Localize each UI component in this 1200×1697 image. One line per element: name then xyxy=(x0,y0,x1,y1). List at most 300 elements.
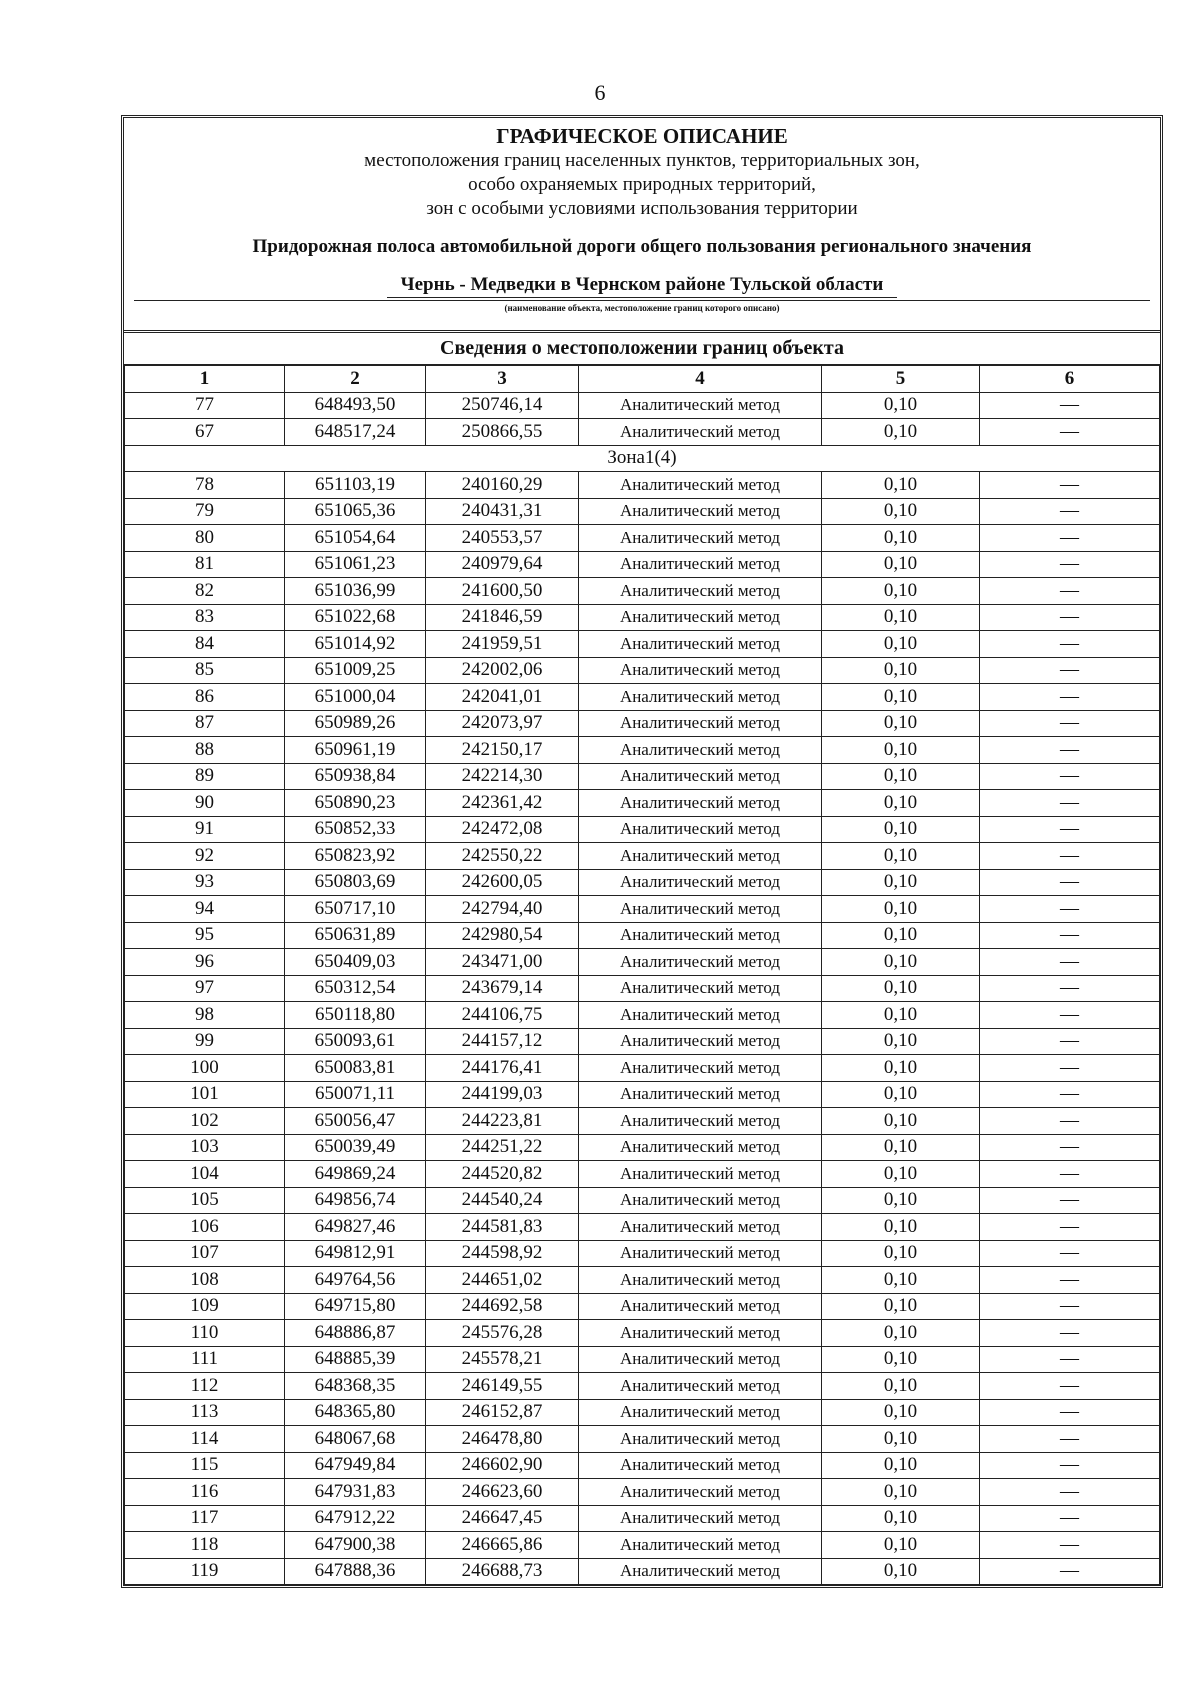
method-cell: Аналитический метод xyxy=(579,1558,822,1585)
method-cell: Аналитический метод xyxy=(579,763,822,790)
table-row xyxy=(125,1134,1160,1161)
coord-x: 650961,19 xyxy=(285,737,426,764)
section-title: Сведения о местоположении границ объекта xyxy=(124,330,1160,364)
description-cell: — xyxy=(980,604,1160,631)
coord-x: 648365,80 xyxy=(285,1399,426,1426)
accuracy-cell: 0,10 xyxy=(822,1426,980,1453)
description-cell: — xyxy=(980,1399,1160,1426)
coord-y: 244520,82 xyxy=(426,1161,579,1188)
table-row xyxy=(125,790,1160,817)
point-number: 115 xyxy=(125,1452,285,1479)
coord-y: 241959,51 xyxy=(426,631,579,658)
description-cell: — xyxy=(980,1055,1160,1082)
point-number: 105 xyxy=(125,1187,285,1214)
description-cell: — xyxy=(980,843,1160,870)
method-cell: Аналитический метод xyxy=(579,498,822,525)
coord-y: 244223,81 xyxy=(426,1108,579,1135)
coord-x: 648886,87 xyxy=(285,1320,426,1347)
description-cell: — xyxy=(980,896,1160,923)
accuracy-cell: 0,10 xyxy=(822,1055,980,1082)
accuracy-cell: 0,10 xyxy=(822,551,980,578)
table-row xyxy=(125,763,1160,790)
description-cell: — xyxy=(980,1320,1160,1347)
point-number: 89 xyxy=(125,763,285,790)
table-row xyxy=(125,392,1160,419)
method-cell: Аналитический метод xyxy=(579,1108,822,1135)
accuracy-cell: 0,10 xyxy=(822,631,980,658)
description-cell: — xyxy=(980,737,1160,764)
point-number: 109 xyxy=(125,1293,285,1320)
coord-y: 244581,83 xyxy=(426,1214,579,1241)
coord-x: 648493,50 xyxy=(285,392,426,419)
accuracy-cell: 0,10 xyxy=(822,816,980,843)
coord-y: 243471,00 xyxy=(426,949,579,976)
subtitle-line-2: особо охраняемых природных территорий, xyxy=(468,174,816,195)
method-cell: Аналитический метод xyxy=(579,1214,822,1241)
object-caption: (наименование объекта, местоположение границ которого описано) xyxy=(134,300,1150,314)
accuracy-cell: 0,10 xyxy=(822,790,980,817)
point-number: 81 xyxy=(125,551,285,578)
point-number: 113 xyxy=(125,1399,285,1426)
method-cell: Аналитический метод xyxy=(579,1267,822,1294)
coord-y: 244251,22 xyxy=(426,1134,579,1161)
method-cell: Аналитический метод xyxy=(579,1161,822,1188)
coord-x: 649869,24 xyxy=(285,1161,426,1188)
accuracy-cell: 0,10 xyxy=(822,1558,980,1585)
point-number: 106 xyxy=(125,1214,285,1241)
point-number: 80 xyxy=(125,525,285,552)
point-number: 98 xyxy=(125,1002,285,1029)
table-row xyxy=(125,1187,1160,1214)
accuracy-cell: 0,10 xyxy=(822,1479,980,1506)
coord-x: 649715,80 xyxy=(285,1293,426,1320)
table-row xyxy=(125,1055,1160,1082)
coord-x: 649812,91 xyxy=(285,1240,426,1267)
column-header: 5 xyxy=(822,365,980,392)
point-number: 85 xyxy=(125,657,285,684)
accuracy-cell: 0,10 xyxy=(822,1028,980,1055)
point-number: 77 xyxy=(125,392,285,419)
method-cell: Аналитический метод xyxy=(579,896,822,923)
coord-y: 245578,21 xyxy=(426,1346,579,1373)
method-cell: Аналитический метод xyxy=(579,419,822,446)
point-number: 110 xyxy=(125,1320,285,1347)
method-cell: Аналитический метод xyxy=(579,631,822,658)
description-cell: — xyxy=(980,869,1160,896)
accuracy-cell: 0,10 xyxy=(822,1346,980,1373)
point-number: 90 xyxy=(125,790,285,817)
coord-x: 651036,99 xyxy=(285,578,426,605)
table-row xyxy=(125,1240,1160,1267)
coord-y: 244176,41 xyxy=(426,1055,579,1082)
coord-y: 242472,08 xyxy=(426,816,579,843)
point-number: 108 xyxy=(125,1267,285,1294)
coord-x: 650803,69 xyxy=(285,869,426,896)
description-cell: — xyxy=(980,1346,1160,1373)
accuracy-cell: 0,10 xyxy=(822,949,980,976)
point-number: 83 xyxy=(125,604,285,631)
coord-y: 246152,87 xyxy=(426,1399,579,1426)
accuracy-cell: 0,10 xyxy=(822,1293,980,1320)
point-number: 95 xyxy=(125,922,285,949)
accuracy-cell: 0,10 xyxy=(822,1267,980,1294)
point-number: 93 xyxy=(125,869,285,896)
table-row xyxy=(125,1293,1160,1320)
description-cell: — xyxy=(980,1479,1160,1506)
description-cell: — xyxy=(980,1240,1160,1267)
method-cell: Аналитический метод xyxy=(579,1532,822,1559)
coord-y: 246623,60 xyxy=(426,1479,579,1506)
description-cell: — xyxy=(980,1108,1160,1135)
coord-y: 243679,14 xyxy=(426,975,579,1002)
coord-y: 244651,02 xyxy=(426,1267,579,1294)
coord-y: 242150,17 xyxy=(426,737,579,764)
coord-x: 648067,68 xyxy=(285,1426,426,1453)
table-row xyxy=(125,1479,1160,1506)
coord-x: 650631,89 xyxy=(285,922,426,949)
method-cell: Аналитический метод xyxy=(579,710,822,737)
accuracy-cell: 0,10 xyxy=(822,1505,980,1532)
point-number: 88 xyxy=(125,737,285,764)
header xyxy=(124,118,1160,320)
point-number: 94 xyxy=(125,896,285,923)
column-header: 3 xyxy=(426,365,579,392)
coord-y: 242361,42 xyxy=(426,790,579,817)
coord-y: 244199,03 xyxy=(426,1081,579,1108)
page-number: 6 xyxy=(594,80,606,105)
description-cell: — xyxy=(980,684,1160,711)
method-cell: Аналитический метод xyxy=(579,1426,822,1453)
description-cell: — xyxy=(980,1452,1160,1479)
coord-y: 244692,58 xyxy=(426,1293,579,1320)
description-cell: — xyxy=(980,1002,1160,1029)
coord-y: 242794,40 xyxy=(426,896,579,923)
accuracy-cell: 0,10 xyxy=(822,657,980,684)
coord-x: 650409,03 xyxy=(285,949,426,976)
accuracy-cell: 0,10 xyxy=(822,498,980,525)
accuracy-cell: 0,10 xyxy=(822,1134,980,1161)
point-number: 82 xyxy=(125,578,285,605)
description-cell: — xyxy=(980,419,1160,446)
column-header: 6 xyxy=(980,365,1160,392)
coord-x: 650083,81 xyxy=(285,1055,426,1082)
coord-y: 242073,97 xyxy=(426,710,579,737)
coord-x: 651065,36 xyxy=(285,498,426,525)
accuracy-cell: 0,10 xyxy=(822,975,980,1002)
method-cell: Аналитический метод xyxy=(579,1505,822,1532)
coord-y: 244106,75 xyxy=(426,1002,579,1029)
table-row xyxy=(125,631,1160,658)
description-cell: — xyxy=(980,1373,1160,1400)
point-number: 111 xyxy=(125,1346,285,1373)
coord-x: 650071,11 xyxy=(285,1081,426,1108)
document-frame xyxy=(121,115,1163,1588)
coord-x: 651054,64 xyxy=(285,525,426,552)
accuracy-cell: 0,10 xyxy=(822,737,980,764)
description-cell: — xyxy=(980,498,1160,525)
coord-y: 246647,45 xyxy=(426,1505,579,1532)
description-cell: — xyxy=(980,1214,1160,1241)
accuracy-cell: 0,10 xyxy=(822,578,980,605)
point-number: 86 xyxy=(125,684,285,711)
accuracy-cell: 0,10 xyxy=(822,1399,980,1426)
zone-row xyxy=(125,445,1160,472)
coord-x: 647900,38 xyxy=(285,1532,426,1559)
accuracy-cell: 0,10 xyxy=(822,419,980,446)
point-number: 117 xyxy=(125,1505,285,1532)
table-row xyxy=(125,816,1160,843)
table-row xyxy=(125,1505,1160,1532)
method-cell: Аналитический метод xyxy=(579,551,822,578)
table-row xyxy=(125,1452,1160,1479)
method-cell: Аналитический метод xyxy=(579,1028,822,1055)
point-number: 112 xyxy=(125,1373,285,1400)
point-number: 104 xyxy=(125,1161,285,1188)
coord-x: 650890,23 xyxy=(285,790,426,817)
accuracy-cell: 0,10 xyxy=(822,1452,980,1479)
coord-y: 244598,92 xyxy=(426,1240,579,1267)
description-cell: — xyxy=(980,949,1160,976)
description-cell: — xyxy=(980,1134,1160,1161)
description-cell: — xyxy=(980,525,1160,552)
coord-y: 246688,73 xyxy=(426,1558,579,1585)
table-row xyxy=(125,1161,1160,1188)
description-cell: — xyxy=(980,1028,1160,1055)
accuracy-cell: 0,10 xyxy=(822,1240,980,1267)
subtitle-line-3: зон с особыми условиями использования территории xyxy=(426,198,858,219)
method-cell: Аналитический метод xyxy=(579,737,822,764)
coord-x: 650717,10 xyxy=(285,896,426,923)
description-cell: — xyxy=(980,1187,1160,1214)
coord-x: 651014,92 xyxy=(285,631,426,658)
coord-y: 242041,01 xyxy=(426,684,579,711)
table-row xyxy=(125,1108,1160,1135)
point-number: 84 xyxy=(125,631,285,658)
description-cell: — xyxy=(980,975,1160,1002)
coord-y: 241846,59 xyxy=(426,604,579,631)
method-cell: Аналитический метод xyxy=(579,816,822,843)
table-row xyxy=(125,472,1160,499)
coordinates-table xyxy=(124,364,1160,1585)
method-cell: Аналитический метод xyxy=(579,525,822,552)
coord-x: 649856,74 xyxy=(285,1187,426,1214)
description-cell: — xyxy=(980,657,1160,684)
coord-x: 650039,49 xyxy=(285,1134,426,1161)
coord-x: 650312,54 xyxy=(285,975,426,1002)
table-row xyxy=(125,949,1160,976)
accuracy-cell: 0,10 xyxy=(822,684,980,711)
method-cell: Аналитический метод xyxy=(579,578,822,605)
method-cell: Аналитический метод xyxy=(579,657,822,684)
table-row xyxy=(125,1373,1160,1400)
coord-y: 246149,55 xyxy=(426,1373,579,1400)
accuracy-cell: 0,10 xyxy=(822,1002,980,1029)
description-cell: — xyxy=(980,1161,1160,1188)
point-number: 99 xyxy=(125,1028,285,1055)
table-row xyxy=(125,1267,1160,1294)
point-number: 67 xyxy=(125,419,285,446)
point-number: 91 xyxy=(125,816,285,843)
coord-y: 244540,24 xyxy=(426,1187,579,1214)
accuracy-cell: 0,10 xyxy=(822,763,980,790)
document-title: ГРАФИЧЕСКОЕ ОПИСАНИЕ xyxy=(496,124,788,148)
table-row xyxy=(125,604,1160,631)
coord-y: 240553,57 xyxy=(426,525,579,552)
accuracy-cell: 0,10 xyxy=(822,1214,980,1241)
method-cell: Аналитический метод xyxy=(579,1293,822,1320)
table-row xyxy=(125,1214,1160,1241)
accuracy-cell: 0,10 xyxy=(822,1081,980,1108)
coord-y: 242600,05 xyxy=(426,869,579,896)
coord-x: 647912,22 xyxy=(285,1505,426,1532)
table-row xyxy=(125,975,1160,1002)
coord-y: 246478,80 xyxy=(426,1426,579,1453)
accuracy-cell: 0,10 xyxy=(822,604,980,631)
point-number: 107 xyxy=(125,1240,285,1267)
table-row xyxy=(125,684,1160,711)
coord-x: 651061,23 xyxy=(285,551,426,578)
point-number: 118 xyxy=(125,1532,285,1559)
method-cell: Аналитический метод xyxy=(579,1134,822,1161)
coord-x: 648885,39 xyxy=(285,1346,426,1373)
coord-x: 650852,33 xyxy=(285,816,426,843)
method-cell: Аналитический метод xyxy=(579,392,822,419)
method-cell: Аналитический метод xyxy=(579,684,822,711)
point-number: 96 xyxy=(125,949,285,976)
table-row xyxy=(125,1532,1160,1559)
accuracy-cell: 0,10 xyxy=(822,843,980,870)
method-cell: Аналитический метод xyxy=(579,604,822,631)
coord-y: 246602,90 xyxy=(426,1452,579,1479)
accuracy-cell: 0,10 xyxy=(822,392,980,419)
description-cell: — xyxy=(980,1532,1160,1559)
coord-x: 651022,68 xyxy=(285,604,426,631)
coord-x: 648368,35 xyxy=(285,1373,426,1400)
description-cell: — xyxy=(980,1558,1160,1585)
coord-y: 250866,55 xyxy=(426,419,579,446)
table-row xyxy=(125,657,1160,684)
coord-y: 240160,29 xyxy=(426,472,579,499)
point-number: 78 xyxy=(125,472,285,499)
accuracy-cell: 0,10 xyxy=(822,472,980,499)
coord-y: 245576,28 xyxy=(426,1320,579,1347)
method-cell: Аналитический метод xyxy=(579,1346,822,1373)
coord-x: 650093,61 xyxy=(285,1028,426,1055)
table-row xyxy=(125,896,1160,923)
column-header: 1 xyxy=(125,365,285,392)
coord-y: 240979,64 xyxy=(426,551,579,578)
coord-y: 242550,22 xyxy=(426,843,579,870)
table-row xyxy=(125,843,1160,870)
coord-x: 651000,04 xyxy=(285,684,426,711)
method-cell: Аналитический метод xyxy=(579,1399,822,1426)
subtitle-line-1: местоположения границ населенных пунктов, территориальных зон, xyxy=(364,150,920,171)
coord-x: 647949,84 xyxy=(285,1452,426,1479)
coord-x: 651103,19 xyxy=(285,472,426,499)
table-row xyxy=(125,498,1160,525)
point-number: 92 xyxy=(125,843,285,870)
accuracy-cell: 0,10 xyxy=(822,922,980,949)
table-row xyxy=(125,710,1160,737)
description-cell: — xyxy=(980,472,1160,499)
coord-y: 250746,14 xyxy=(426,392,579,419)
object-name-line-2: Чернь - Медведки в Чернском районе Тульской области xyxy=(387,273,898,298)
method-cell: Аналитический метод xyxy=(579,1479,822,1506)
accuracy-cell: 0,10 xyxy=(822,869,980,896)
accuracy-cell: 0,10 xyxy=(822,1161,980,1188)
column-header: 4 xyxy=(579,365,822,392)
description-cell: — xyxy=(980,631,1160,658)
coord-x: 650823,92 xyxy=(285,843,426,870)
table-row xyxy=(125,1558,1160,1585)
coord-x: 647888,36 xyxy=(285,1558,426,1585)
point-number: 103 xyxy=(125,1134,285,1161)
point-number: 97 xyxy=(125,975,285,1002)
table-row xyxy=(125,869,1160,896)
coord-y: 241600,50 xyxy=(426,578,579,605)
method-cell: Аналитический метод xyxy=(579,790,822,817)
method-cell: Аналитический метод xyxy=(579,869,822,896)
coord-y: 242980,54 xyxy=(426,922,579,949)
accuracy-cell: 0,10 xyxy=(822,1108,980,1135)
point-number: 101 xyxy=(125,1081,285,1108)
coord-x: 650056,47 xyxy=(285,1108,426,1135)
point-number: 79 xyxy=(125,498,285,525)
description-cell: — xyxy=(980,1081,1160,1108)
table-header-row xyxy=(125,365,1160,392)
method-cell: Аналитический метод xyxy=(579,1187,822,1214)
point-number: 119 xyxy=(125,1558,285,1585)
accuracy-cell: 0,10 xyxy=(822,710,980,737)
description-cell: — xyxy=(980,1426,1160,1453)
coord-x: 649764,56 xyxy=(285,1267,426,1294)
table-row xyxy=(125,551,1160,578)
coord-y: 240431,31 xyxy=(426,498,579,525)
method-cell: Аналитический метод xyxy=(579,472,822,499)
coord-x: 649827,46 xyxy=(285,1214,426,1241)
table-row xyxy=(125,1081,1160,1108)
method-cell: Аналитический метод xyxy=(579,1452,822,1479)
table-row xyxy=(125,1028,1160,1055)
description-cell: — xyxy=(980,763,1160,790)
coord-y: 242002,06 xyxy=(426,657,579,684)
method-cell: Аналитический метод xyxy=(579,1320,822,1347)
table-row xyxy=(125,525,1160,552)
description-cell: — xyxy=(980,551,1160,578)
coord-x: 650938,84 xyxy=(285,763,426,790)
description-cell: — xyxy=(980,790,1160,817)
point-number: 114 xyxy=(125,1426,285,1453)
table-row xyxy=(125,1320,1160,1347)
method-cell: Аналитический метод xyxy=(579,1240,822,1267)
point-number: 116 xyxy=(125,1479,285,1506)
method-cell: Аналитический метод xyxy=(579,1081,822,1108)
point-number: 100 xyxy=(125,1055,285,1082)
description-cell: — xyxy=(980,392,1160,419)
coord-x: 650989,26 xyxy=(285,710,426,737)
description-cell: — xyxy=(980,1505,1160,1532)
table-row xyxy=(125,737,1160,764)
table-row xyxy=(125,1426,1160,1453)
description-cell: — xyxy=(980,578,1160,605)
column-header: 2 xyxy=(285,365,426,392)
coord-y: 246665,86 xyxy=(426,1532,579,1559)
description-cell: — xyxy=(980,710,1160,737)
method-cell: Аналитический метод xyxy=(579,1373,822,1400)
accuracy-cell: 0,10 xyxy=(822,896,980,923)
coord-x: 650118,80 xyxy=(285,1002,426,1029)
zone-label: Зона1(4) xyxy=(125,445,1160,472)
